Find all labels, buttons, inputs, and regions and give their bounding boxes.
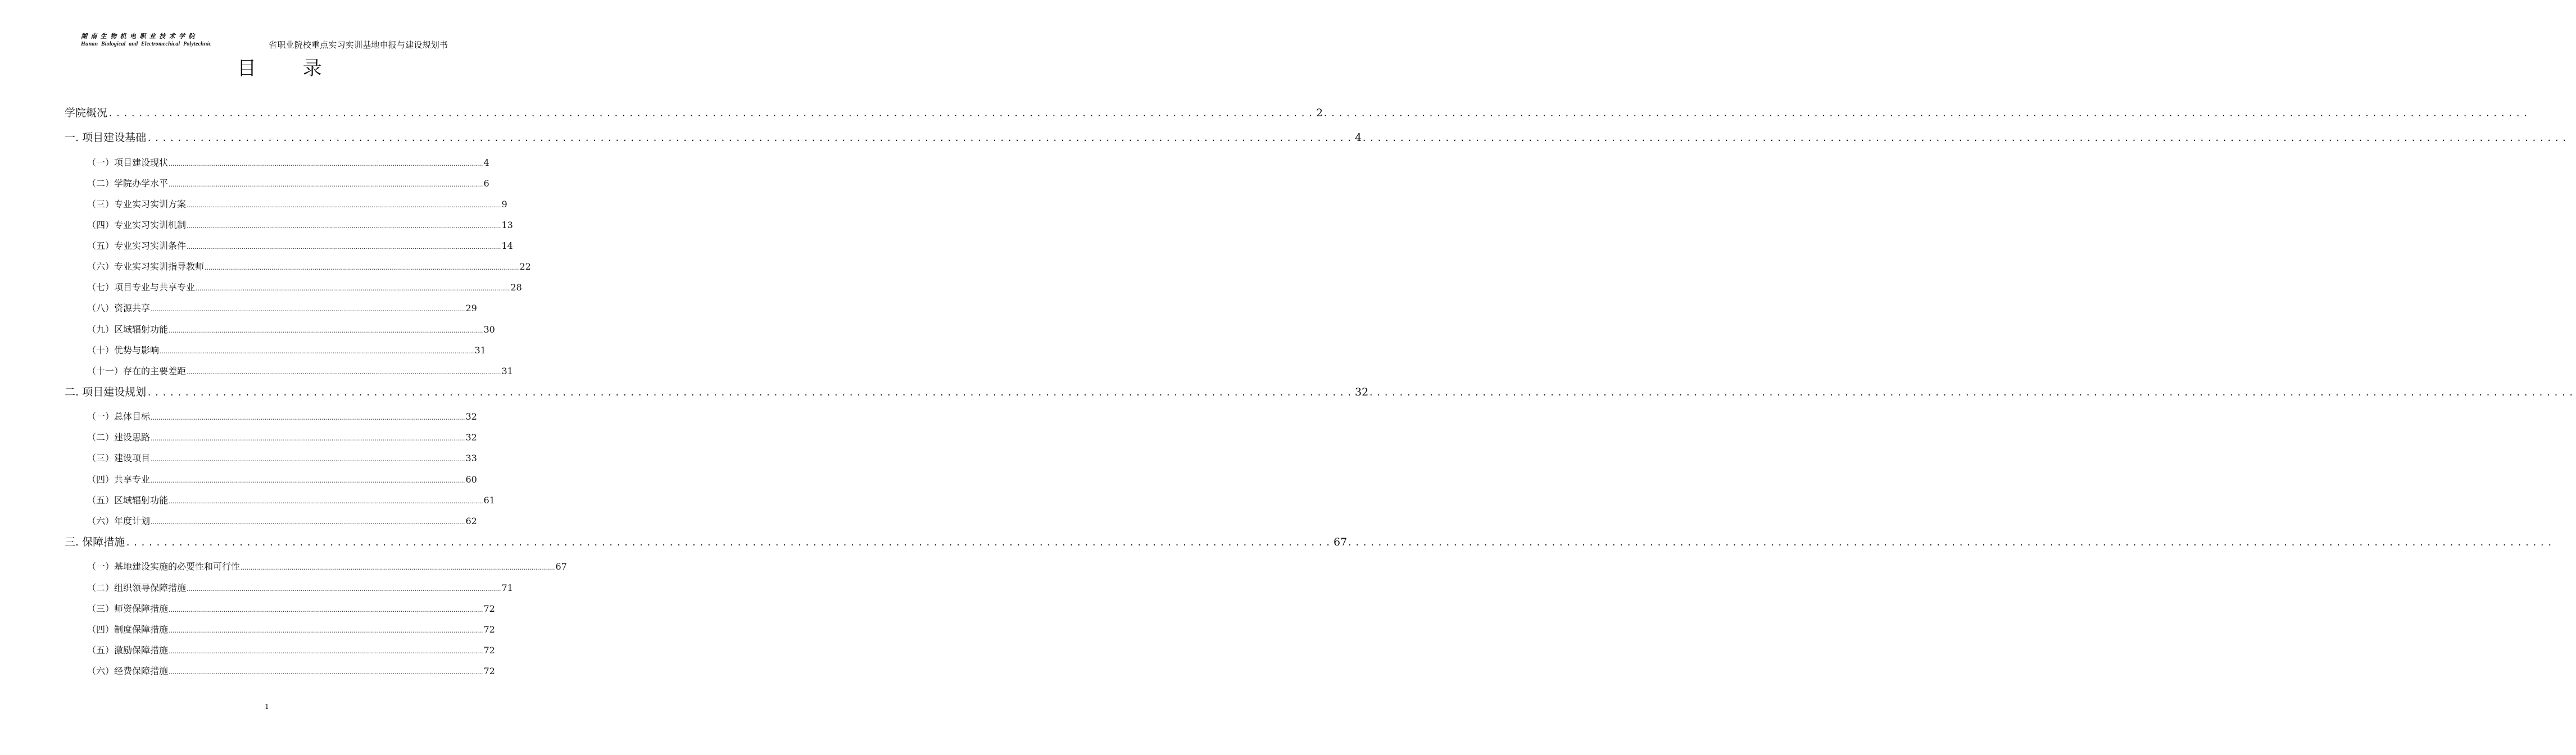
toc-entry-level1[interactable] xyxy=(65,534,2555,549)
toc-entry-label: 学院概况 xyxy=(65,107,108,119)
document-title: 省职业院校重点实习实训基地申报与建设规划书 xyxy=(269,40,448,50)
toc-entry-level2[interactable] xyxy=(87,156,489,169)
toc-leader-dots: ................................................................................................................................................................ xyxy=(147,133,1355,143)
toc-entry-level2[interactable] xyxy=(87,493,495,507)
toc-entry-level1[interactable] xyxy=(65,384,2576,399)
school-name-english: Hunan Biological and Electromechical Polytechnic xyxy=(81,41,211,47)
toc-entry-page: 32 xyxy=(465,432,477,443)
toc-entry-label: （三）专业实习实训方案 xyxy=(87,199,187,210)
toc-entry-label: 三. 保障措施 xyxy=(65,536,125,548)
toc-entry-label: （六）专业实习实训指导教师 xyxy=(87,261,205,272)
toc-leader-dots: ................................................................................................................................................................ xyxy=(169,668,483,676)
toc-trailing-dots: ................................................................................................................................................................ xyxy=(1362,133,2570,143)
toc-entry-label: （四）共享专业 xyxy=(87,474,151,485)
toc-entry-page: 67 xyxy=(1334,536,1348,548)
toc-leader-dots: ................................................................................................................................................................ xyxy=(151,435,465,442)
toc-entry-page: 61 xyxy=(483,495,495,506)
toc-entry-page: 30 xyxy=(483,324,495,335)
toc-entry-label: （四）制度保障措施 xyxy=(87,624,169,635)
page-number: 1 xyxy=(265,703,269,711)
toc-entry-label: （十一）存在的主要差距 xyxy=(87,366,187,376)
toc-entry-level2[interactable] xyxy=(87,176,489,190)
toc-entry-label: （六）年度计划 xyxy=(87,516,151,526)
toc-leader-dots: ................................................................................................................................................................ xyxy=(187,202,501,209)
toc-entry-label: （三）建设项目 xyxy=(87,453,151,463)
toc-entry-page: 72 xyxy=(483,645,495,656)
toc-leader-dots: ................................................................................................................................................................ xyxy=(187,369,501,376)
toc-entry-level2[interactable] xyxy=(87,451,477,465)
toc-entry-page: 60 xyxy=(465,474,477,485)
toc-entry-level1[interactable] xyxy=(65,129,2570,145)
toc-entry-level2[interactable] xyxy=(87,410,477,423)
toc-leader-dots: ................................................................................................................................................................ xyxy=(187,243,501,251)
toc-entry-label: （四）专业实习实训机制 xyxy=(87,220,187,230)
toc-entry-page: 4 xyxy=(1355,131,1362,144)
toc-entry-page: 32 xyxy=(465,411,477,422)
toc-entry-page: 72 xyxy=(483,624,495,635)
toc-entry-label: （二）建设思路 xyxy=(87,432,151,443)
toc-leader-dots: ................................................................................................................................................................ xyxy=(151,477,465,484)
toc-leader-dots: ................................................................................................................................................................ xyxy=(169,627,483,634)
toc-title: 目 录 xyxy=(237,57,342,80)
toc-entry-page: 2 xyxy=(1316,107,1323,119)
toc-entry-page: 28 xyxy=(510,282,522,293)
toc-entry-page: 31 xyxy=(501,366,513,376)
toc-leader-dots: ................................................................................................................................................................ xyxy=(241,564,555,571)
toc-leader-dots: ................................................................................................................................................................ xyxy=(151,519,465,526)
toc-leader-dots: ................................................................................................................................................................ xyxy=(169,648,483,655)
toc-entry-label: （十）优势与影响 xyxy=(87,345,160,356)
toc-entry-page: 72 xyxy=(483,666,495,676)
toc-entry-level1[interactable] xyxy=(65,104,2530,120)
toc-entry-level2[interactable] xyxy=(87,301,477,315)
toc-entry-level2[interactable] xyxy=(87,280,522,294)
toc-entry-label: 一. 项目建设基础 xyxy=(65,131,147,144)
toc-entry-label: （三）师资保障措施 xyxy=(87,603,169,614)
toc-entry-label: （一）基地建设实施的必要性和可行性 xyxy=(87,561,241,572)
toc-leader-dots: ................................................................................................................................................................ xyxy=(187,222,501,230)
toc-entry-label: （一）项目建设现状 xyxy=(87,157,169,168)
toc-entry-label: （九）区域辐射功能 xyxy=(87,324,169,335)
toc-leader-dots: ................................................................................................................................................................ xyxy=(169,498,483,505)
toc-entry-page: 67 xyxy=(555,561,567,572)
toc-entry-page: 32 xyxy=(1355,386,1369,398)
toc-entry-level2[interactable] xyxy=(87,664,495,677)
toc-entry-page: 9 xyxy=(501,199,507,210)
toc-entry-label: （五）专业实习实训条件 xyxy=(87,240,187,251)
toc-entry-page: 33 xyxy=(465,453,477,463)
toc-entry-level2[interactable] xyxy=(87,218,513,231)
toc-entry-page: 62 xyxy=(465,516,477,526)
toc-trailing-dots: ................................................................................................................................................................ xyxy=(1368,388,2576,398)
toc-entry-level2[interactable] xyxy=(87,343,486,357)
toc-leader-dots: ................................................................................................................................................................ xyxy=(160,348,474,355)
toc-entry-label: （二）组织领导保障措施 xyxy=(87,583,187,593)
toc-entry-page: 4 xyxy=(483,157,489,168)
toc-leader-dots: ................................................................................................................................................................ xyxy=(147,388,1355,398)
toc-entry-level2[interactable] xyxy=(87,364,513,377)
toc-entry-page: 14 xyxy=(501,240,513,251)
school-name-chinese: 湖南生物机电职业技术学院 xyxy=(81,33,198,40)
school-logo-text xyxy=(81,33,228,48)
toc-leader-dots: ................................................................................................................................................................ xyxy=(151,456,465,463)
toc-leader-dots: ................................................................................................................................................................ xyxy=(196,285,510,292)
toc-trailing-dots: ................................................................................................................................................................ xyxy=(1347,538,2555,548)
toc-leader-dots: ................................................................................................................................................................ xyxy=(187,585,501,593)
toc-entry-label: （五）激励保障措施 xyxy=(87,645,169,656)
toc-entry-level2[interactable] xyxy=(87,514,477,527)
toc-leader-dots: ................................................................................................................................................................ xyxy=(108,108,1316,119)
toc-entry-page: 13 xyxy=(501,220,513,230)
toc-entry-page: 6 xyxy=(483,178,489,189)
toc-entry-page: 72 xyxy=(483,603,495,614)
toc-leader-dots: ................................................................................................................................................................ xyxy=(205,264,519,271)
toc-entry-label: （七）项目专业与共享专业 xyxy=(87,282,196,293)
toc-entry-label: 二. 项目建设规划 xyxy=(65,386,147,398)
toc-entry-page: 22 xyxy=(519,261,531,272)
toc-entry-level2[interactable] xyxy=(87,581,513,594)
toc-entry-level2[interactable] xyxy=(87,560,567,573)
toc-entry-level2[interactable] xyxy=(87,322,495,336)
toc-leader-dots: ................................................................................................................................................................ xyxy=(151,306,465,313)
toc-entry-label: （六）经费保障措施 xyxy=(87,666,169,676)
toc-entry-label: （一）总体目标 xyxy=(87,411,151,422)
toc-leader-dots: ................................................................................................................................................................ xyxy=(169,160,483,167)
toc-leader-dots: ................................................................................................................................................................ xyxy=(169,606,483,613)
toc-entry-page: 31 xyxy=(474,345,486,356)
toc-entry-label: （八）资源共享 xyxy=(87,303,151,313)
toc-leader-dots: ................................................................................................................................................................ xyxy=(169,181,483,188)
toc-entry-label: （二）学院办学水平 xyxy=(87,178,169,189)
toc-leader-dots: ................................................................................................................................................................ xyxy=(125,538,1334,548)
toc-entry-page: 29 xyxy=(465,303,477,313)
toc-entry-level2[interactable] xyxy=(87,197,507,211)
toc-entry-level2[interactable] xyxy=(87,260,531,273)
toc-entry-page: 71 xyxy=(501,583,513,593)
toc-trailing-dots: ................................................................................................................................................................ xyxy=(1323,108,2530,119)
toc-entry-level2[interactable] xyxy=(87,472,477,486)
toc-entry-level2[interactable] xyxy=(87,239,513,252)
toc-entry-label: （五）区域辐射功能 xyxy=(87,495,169,506)
toc-entry-level2[interactable] xyxy=(87,622,495,636)
toc-entry-level2[interactable] xyxy=(87,602,495,615)
toc-leader-dots: ................................................................................................................................................................ xyxy=(169,327,483,334)
toc-entry-level2[interactable] xyxy=(87,430,477,444)
toc-leader-dots: ................................................................................................................................................................ xyxy=(151,414,465,421)
toc-entry-level2[interactable] xyxy=(87,643,495,657)
